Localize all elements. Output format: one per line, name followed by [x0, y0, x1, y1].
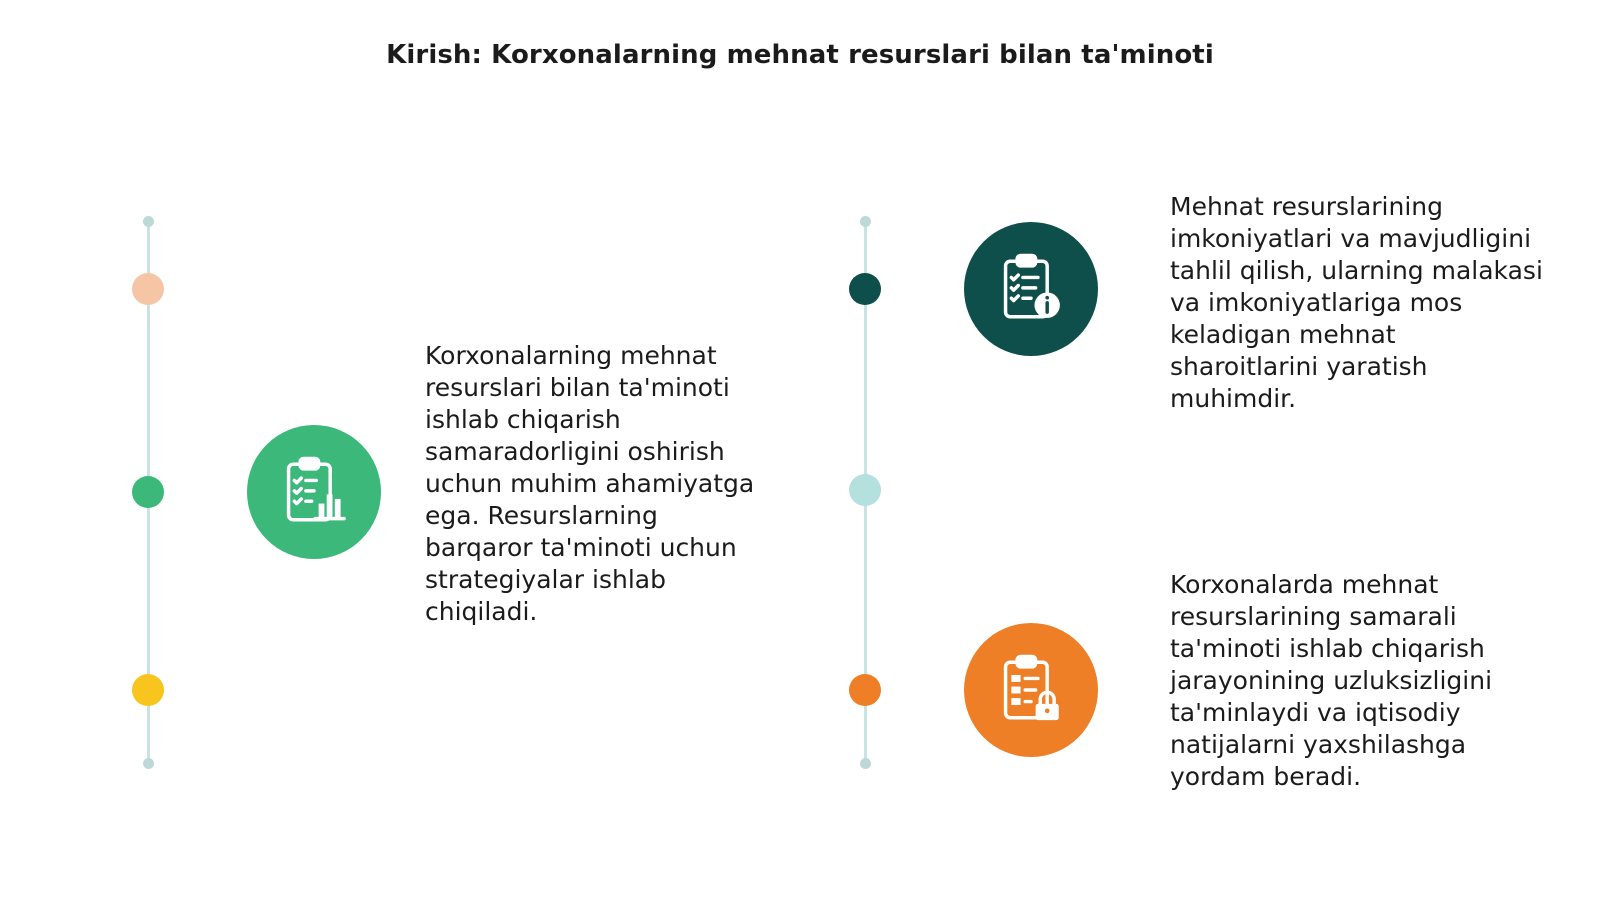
clipboard-chart-icon [277, 455, 351, 529]
right-timeline-top-cap [860, 216, 871, 227]
left-node-green [132, 476, 164, 508]
clipboard-info-icon [994, 252, 1068, 326]
right-node-orange [849, 674, 881, 706]
item-3-text: Korxonalarda mehnat resurslarining samarali ta'minoti ishlab chiqarish jarayonining uzluksizligini ta'minlaydi va iqtisodiy natijalarni yaxshilashga yordam beradi. [1170, 570, 1493, 791]
left-node-yellow [132, 674, 164, 706]
right-node-dark-teal [849, 273, 881, 305]
item-1-badge [247, 425, 381, 559]
item-3-badge [964, 623, 1098, 757]
left-timeline-top-cap [143, 216, 154, 227]
item-2-text: Mehnat resurslarining imkoniyatlari va mavjudligini tahlil qilish, ularning malakasi va imkoniyatlariga mos keladigan mehnat sharoitlarini yaratish muhimdir. [1170, 192, 1543, 413]
page-title: Kirish: Korxonalarning mehnat resurslari bilan ta'minoti [386, 40, 1214, 70]
left-timeline-bottom-cap [143, 758, 154, 769]
clipboard-lock-icon [994, 653, 1068, 727]
item-2-badge [964, 222, 1098, 356]
right-timeline-bottom-cap [860, 758, 871, 769]
left-node-peach [132, 273, 164, 305]
right-node-light-teal [849, 474, 881, 506]
item-1-text: Korxonalarning mehnat resurslari bilan ta'minoti ishlab chiqarish samaradorligini oshirish uchun muhim ahamiyatga ega. Resurslarning barqaror ta'minoti uchun strategiyalar ishlab chiqiladi. [425, 341, 755, 626]
